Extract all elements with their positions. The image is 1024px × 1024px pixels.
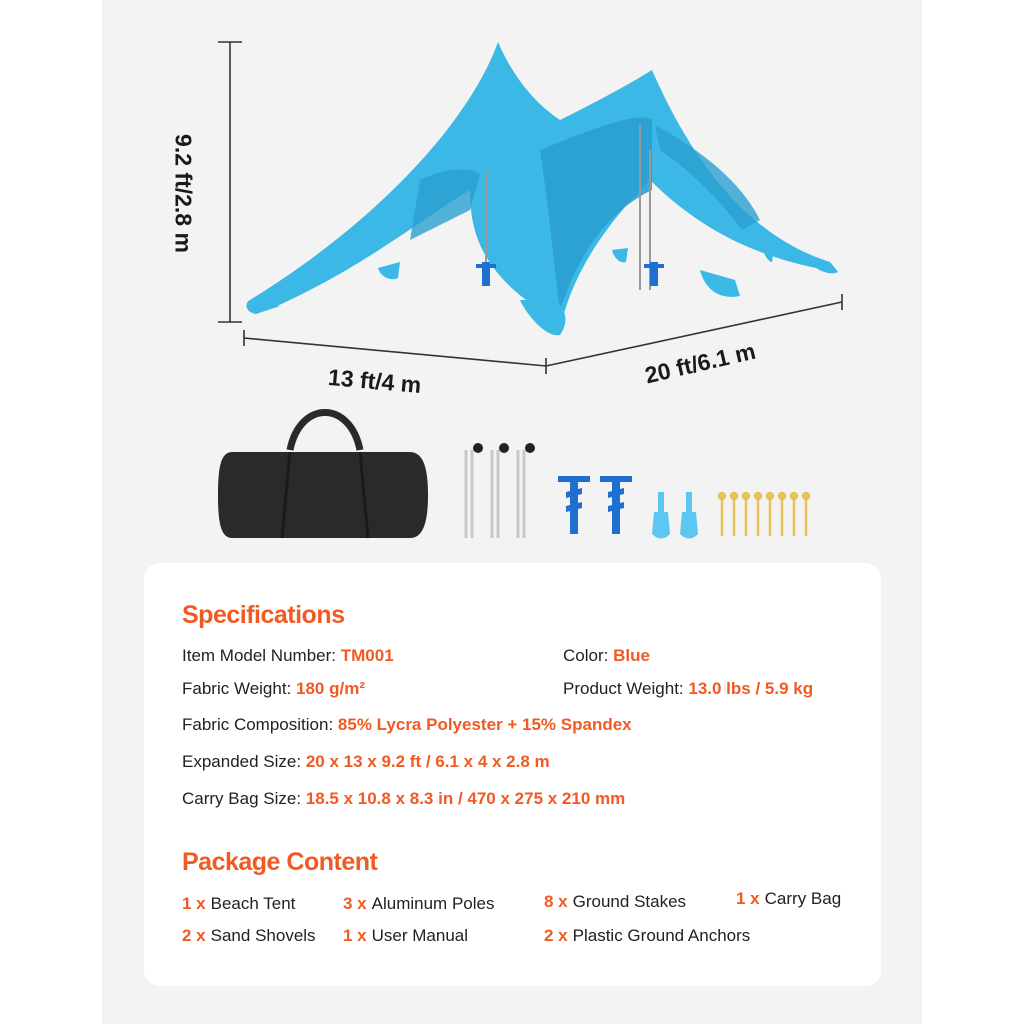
carry-bag-size-label: Carry Bag Size: bbox=[182, 789, 302, 808]
package-item bbox=[544, 892, 686, 912]
package-item-name: User Manual bbox=[371, 926, 469, 945]
package-item-name: Carry Bag bbox=[764, 889, 842, 908]
expanded-size-value: 20 x 13 x 9.2 ft / 6.1 x 4 x 2.8 m bbox=[305, 752, 550, 771]
sand-shovels-image bbox=[652, 492, 698, 539]
package-item-qty: 2 x bbox=[544, 926, 568, 945]
fabric-composition-value: 85% Lycra Polyester + 15% Spandex bbox=[337, 715, 632, 734]
fabric-weight-label: Fabric Weight: bbox=[182, 679, 292, 698]
specifications-title: Specifications bbox=[182, 601, 345, 629]
package-content-title: Package Content bbox=[182, 848, 378, 876]
fabric-composition-label: Fabric Composition: bbox=[182, 715, 334, 734]
model-number-label: Item Model Number: bbox=[182, 646, 336, 665]
package-item bbox=[736, 889, 841, 909]
package-item-qty: 8 x bbox=[544, 892, 568, 911]
width-dimension-label: 13 ft/4 m bbox=[327, 363, 423, 399]
height-dimension-line bbox=[218, 42, 242, 322]
depth-dimension-label: 20 ft/6.1 m bbox=[642, 337, 758, 389]
package-item-qty: 3 x bbox=[343, 894, 367, 913]
expanded-size-row bbox=[182, 752, 550, 772]
package-item-name: Beach Tent bbox=[210, 894, 296, 913]
carry-bag-size-value: 18.5 x 10.8 x 8.3 in / 470 x 275 x 210 mm bbox=[305, 789, 626, 808]
model-number-row bbox=[182, 646, 394, 666]
product-weight-row bbox=[563, 679, 813, 699]
package-item-qty: 1 x bbox=[182, 894, 206, 913]
width-dimension-line bbox=[244, 330, 546, 374]
package-item bbox=[343, 894, 494, 914]
package-item-name: Sand Shovels bbox=[210, 926, 316, 945]
package-item bbox=[343, 926, 468, 946]
aluminum-poles-image bbox=[466, 450, 524, 538]
fabric-composition-row bbox=[182, 715, 632, 735]
fabric-weight-row bbox=[182, 679, 365, 699]
color-value: Blue bbox=[613, 646, 650, 665]
package-item-qty: 1 x bbox=[736, 889, 760, 908]
specifications-card bbox=[144, 563, 881, 986]
tent-shape bbox=[246, 42, 838, 335]
package-item-name: Plastic Ground Anchors bbox=[572, 926, 751, 945]
expanded-size-label: Expanded Size: bbox=[182, 752, 302, 771]
height-dimension-label: 9.2 ft/2.8 m bbox=[170, 134, 197, 253]
package-item bbox=[182, 926, 316, 946]
color-label: Color: bbox=[563, 646, 609, 665]
package-item-qty: 1 x bbox=[343, 926, 367, 945]
fabric-weight-value: 180 g/m² bbox=[296, 679, 365, 698]
carry-bag-size-row bbox=[182, 789, 625, 809]
package-item-name: Ground Stakes bbox=[572, 892, 687, 911]
package-item-name: Aluminum Poles bbox=[371, 894, 495, 913]
color-row bbox=[563, 646, 650, 666]
ground-anchors-image bbox=[558, 476, 632, 534]
product-weight-value: 13.0 lbs / 5.9 kg bbox=[688, 679, 814, 698]
product-weight-label: Product Weight: bbox=[563, 679, 684, 698]
package-item bbox=[182, 894, 295, 914]
ground-stakes-image bbox=[719, 493, 809, 536]
model-number-value: TM001 bbox=[340, 646, 394, 665]
carry-bag-image bbox=[218, 413, 428, 539]
package-item-qty: 2 x bbox=[182, 926, 206, 945]
package-item bbox=[544, 926, 750, 946]
